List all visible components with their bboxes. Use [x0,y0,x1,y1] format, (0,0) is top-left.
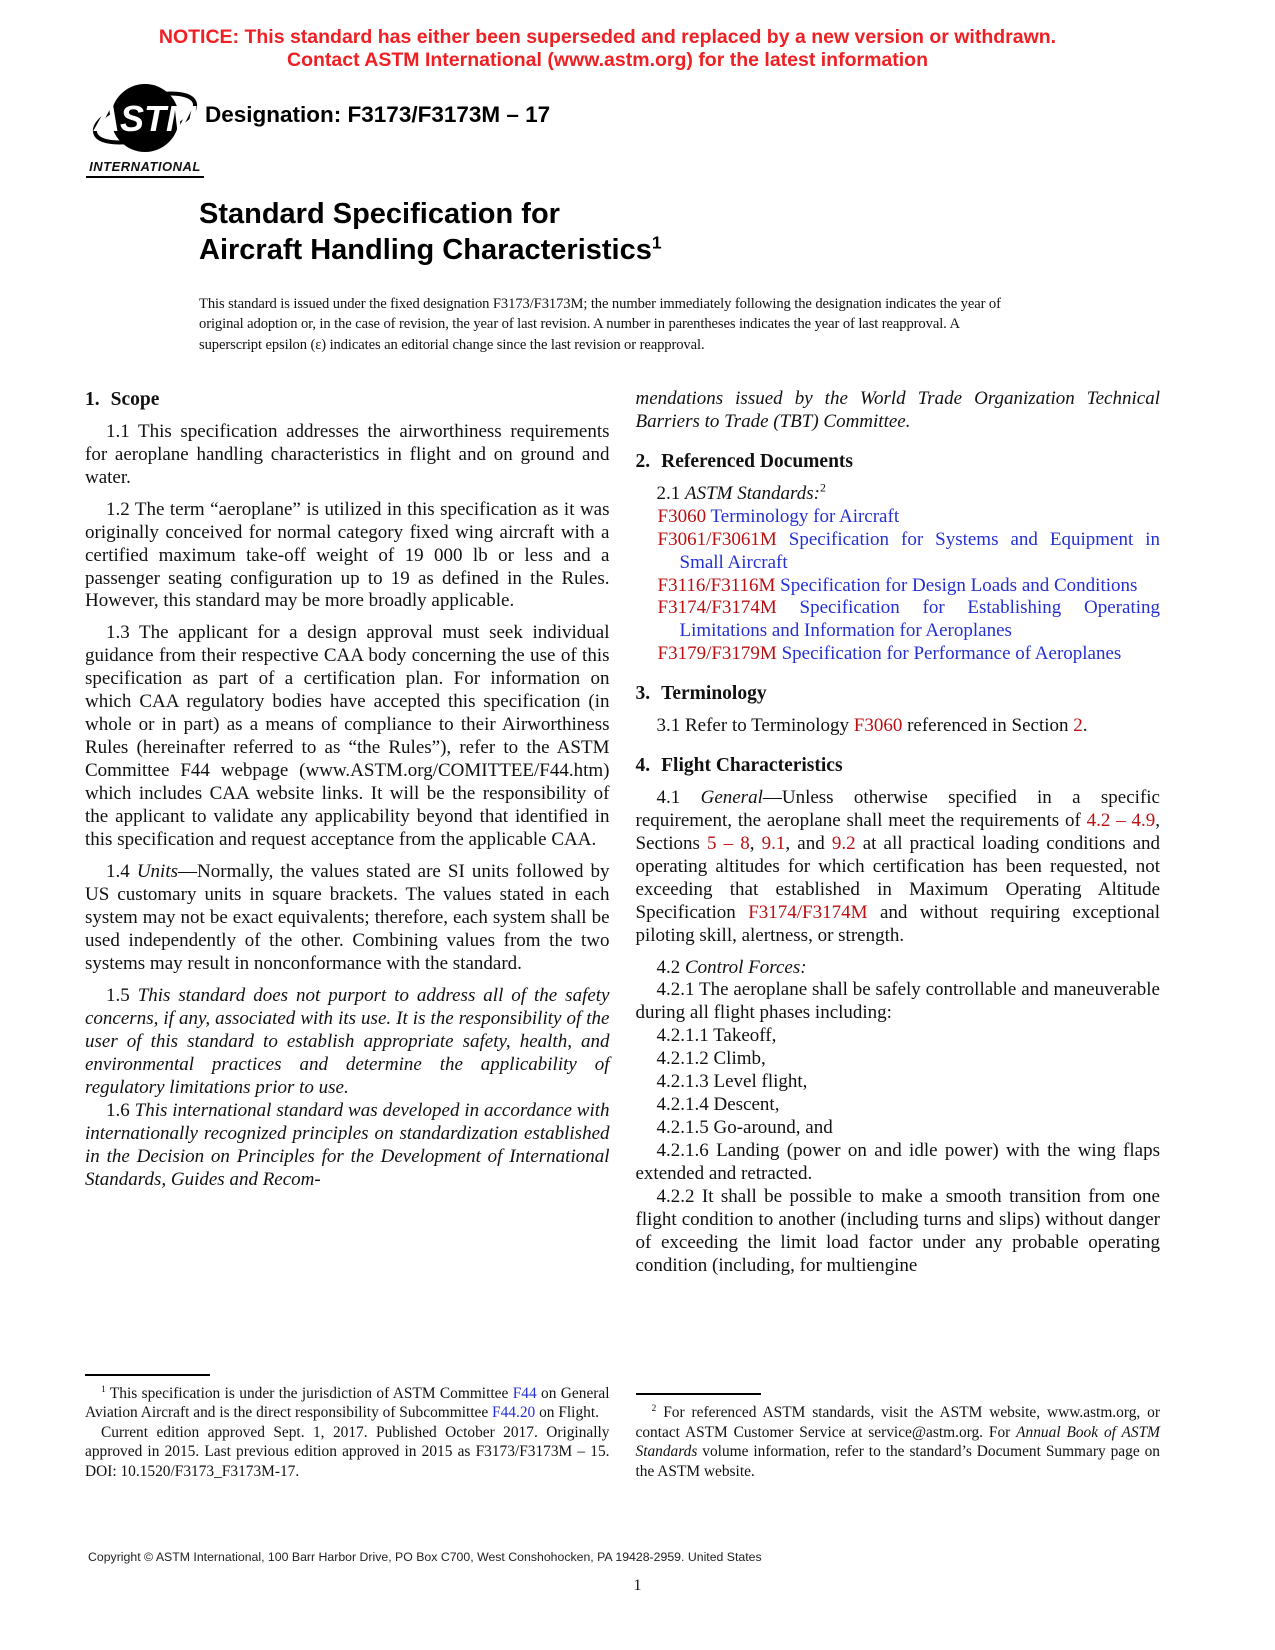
footnote-2 [636,1393,1161,1481]
paragraph [636,715,1161,738]
text-run: Annual Book of ASTM Standards [635,1423,1160,1461]
doc-link[interactable]: Specification for Systems and Equipment in Small Aircraft [679,528,1160,573]
section-title: Referenced Documents [661,450,854,472]
doc-link[interactable]: Specification for Establishing Operating Limitations and Information for Aeroplanes [679,597,1160,642]
text-run: —Unless otherwise specified in a specific requirement, the aeroplane shall meet the requirements of [635,786,1160,831]
notice-line-2: Contact ASTM International (www.astm.org) for the latest information [287,49,928,72]
text-run: 1.4 [106,861,137,883]
text-run: 2.1 [656,482,685,504]
footnote-1-content [85,1384,610,1481]
paragraph [636,1186,1161,1278]
footnote-rule [85,1374,210,1376]
text-run: on Flight. [535,1404,599,1422]
doc-link[interactable]: Specification for Performance of Aeroplanes [776,643,1122,665]
designation-label: Designation: [205,102,342,127]
right-column-content [636,388,1161,1278]
text-run: Current edition approved Sept. 1, 2017. Published October 2017. Originally approved in 2015. Last previous edition approved in 2015 as F3173/F3173M – 15. DOI: 10.1520/F3173_F3173M-17. [85,1423,610,1480]
text-run: 4.2.1.2 Climb, [656,1048,766,1070]
designation [205,102,550,128]
text-run: —Normally, the values stated are SI units followed by US customary units in square brackets. The values stated in each system may not be exact equivalents; therefore, each system shall be used independently of the other. Combining values from the two systems may result in nonconformance with the standard. [85,861,610,975]
text-run: , and [785,832,832,854]
doc-link[interactable]: F3174/F3174M [748,901,868,923]
paragraph [85,499,610,614]
paragraph [636,1071,1161,1094]
section-title: Scope [110,389,160,410]
page-title [199,197,1014,269]
right-column [636,388,1161,1481]
text-run: volume information, refer to the standard’s Document Summary page on the ASTM website. [635,1443,1160,1480]
doc-link[interactable]: F3174/F3174M [657,597,777,619]
text-run: 4.2.1.5 Go-around, and [656,1117,833,1139]
paragraph [85,622,610,852]
text-run: at all practical loading conditions and operating altitudes for which certification has been requested, not exceeding that established in Maximum Operating Altitude Specification [635,832,1161,923]
paragraph [85,1100,610,1192]
text-run: Control Forces: [685,956,807,978]
section-number: 3. [635,683,651,705]
doc-link[interactable]: 9.1 [761,832,786,854]
paragraph [636,957,1161,980]
svg-text:ASTM: ASTM [94,98,196,139]
text-run: 4.2.1.1 Takeoff, [656,1025,777,1047]
doc-link[interactable]: 9.2 [831,832,856,854]
reference-item [636,597,1161,643]
section-number: 4. [635,755,651,777]
text-run: . [1082,715,1088,737]
paragraph [636,1403,1161,1481]
doc-link[interactable]: F3179/F3179M [657,643,777,665]
reference-item [636,506,1161,529]
superscript: 2 [819,481,826,495]
paragraph [636,1048,1161,1071]
doc-link[interactable]: F3060 [853,715,903,737]
superscript: 1 [101,1383,106,1395]
section-heading [85,388,610,412]
text-run: This specification is under the jurisdiction of ASTM Committee [105,1384,513,1402]
page-number: 1 [633,1577,642,1594]
text-run: 4.2.1.4 Descent, [656,1094,780,1116]
copyright-line: Copyright © ASTM International, 100 Barr Harbor Drive, PO Box C700, West Conshohocken, PA 19428-2959. United States [88,1550,762,1564]
reference-item [636,643,1161,666]
section-heading [636,450,1161,474]
text-run: on General Aviation Aircraft and is the direct responsibility of Subcommittee [85,1384,610,1422]
doc-link[interactable]: F3061/F3061M [657,528,777,550]
text-run: ASTM Standards: [685,482,820,504]
text-run: 1.5 [106,985,138,1007]
text-run: 4.2.2 It shall be possible to make a smooth transition from one flight condition to another (including turns and slips) without danger of exceeding the limit load factor under any probable operating condition (including, for multiengine [635,1186,1160,1277]
text-run: 4.2.1 The aeroplane shall be safely controllable and maneuverable during all flight phases including: [635,979,1160,1024]
superscript: 2 [651,1403,657,1415]
title-block [199,197,1014,355]
doc-link[interactable]: F3060 [657,505,707,527]
doc-link[interactable]: Terminology for Aircraft [706,505,900,527]
doc-link[interactable]: F44.20 [492,1404,536,1422]
paragraph [85,421,610,490]
doc-link[interactable]: F3116/F3116M [657,574,776,596]
text-run: mendations issued by the World Trade Organization Technical Barriers to Trade (TBT) Committee. [635,388,1160,432]
designation-code: F3173/F3173M – 17 [347,102,551,127]
issuance-note: This standard is issued under the fixed designation F3173/F3173M; the number immediately following the designation indicates the year of original adoption or, in the case of revision, the year of last revision. A number in parentheses indicates the year of last reapproval. A superscript epsilon (ε) indicates an editorial change since the last revision or reapproval. [199,295,1001,353]
text-run: This standard does not purport to address all of the safety concerns, if any, associated with its use. It is the responsibility of the user of this standard to establish appropriate safety, health, and environmental practices and determine the applicability of regulatory limitations prior to use. [85,985,610,1099]
text-run: 1.3 The applicant for a design approval must seek individual guidance from their respective CAA body concerning the use of this specification as part of a certification plan. For information on which CAA regulatory bodies have accepted this specification (in whole or in part) as a means of compliance to their Airworthiness Rules (hereinafter referred to as “the Rules”), refer to the ASTM Committee F44 webpage (www.ASTM.org/COMITTEE/F44.htm) which includes CAA website links. It will be the responsibility of the applicant to validate any applicability beyond that identified in this specification and request acceptance from the applicable CAA. [85,622,610,851]
left-column-content [85,388,610,1192]
title-line-2: Aircraft Handling Characteristics [199,233,652,266]
paragraph [85,861,610,976]
text-run: General [700,786,763,808]
doc-link[interactable]: F44 [512,1384,537,1402]
text-run: , [749,832,762,854]
astm-logo-subtitle: INTERNATIONAL [86,159,204,178]
paragraph [636,1025,1161,1048]
left-column [85,388,610,1481]
text-run: 3.1 Refer to Terminology [656,715,854,737]
text-run: 4.1 [656,786,701,808]
astm-logo [86,80,204,178]
reference-item [636,575,1161,598]
body-columns [85,388,1160,1481]
reference-item [636,529,1161,575]
title-footnote-ref: 1 [651,232,662,253]
footnote-1 [85,1374,610,1481]
doc-link[interactable]: 2 [1073,715,1083,737]
paragraph [85,985,610,1100]
paragraph [85,1384,610,1423]
section-number: 2. [635,450,651,472]
astm-globe-icon [90,80,200,156]
text-run: 4.2.1.6 Landing (power on and idle power) with the wing flaps extended and retracted. [635,1140,1160,1185]
text-run: 1.1 This specification addresses the airworthiness requirements for aeroplane handling characteristics in flight and on ground and water. [85,420,610,488]
footnote-rule [636,1393,761,1395]
text-run: 1.2 The term “aeroplane” is utilized in this specification as it was originally conceived for normal category fixed wing aircraft with a certified maximum take-off weight of 19 000 lb or less and a passenger seating configuration up to 19 as defined in the Rules. However, this standard may be more broadly applicable. [85,498,610,612]
supersession-notice [0,26,1215,73]
text-run: 4.2 [656,956,685,978]
text-run: This international standard was developed in accordance with internationally recognized principles on standardization established in the Decision on Principles for the Development of International Standards, Guides and Recom- [85,1100,610,1191]
notice-line-1: NOTICE: This standard has either been superseded and replaced by a new version or withdrawn. [158,26,1057,48]
section-number: 1. [85,389,100,410]
paragraph [636,979,1161,1025]
text-run: , Sections [635,809,1160,854]
text-run: For referenced ASTM standards, visit the ASTM website, www.astm.org, or contact ASTM Customer Service at service@astm.org. For [635,1404,1160,1441]
text-run: and without requiring exceptional piloting skill, alertness, or strength. [635,901,1160,946]
paragraph [636,388,1161,434]
text-run: 1.6 [106,1100,135,1122]
paragraph [85,1423,610,1481]
section-title: Flight Characteristics [661,755,843,777]
title-line-1: Standard Specification for [199,198,560,230]
paragraph [636,787,1161,948]
text-run: Units [136,861,179,883]
footnote-2-content [636,1403,1161,1481]
text-run: referenced in Section [902,715,1074,737]
paragraph [636,1140,1161,1186]
paragraph [636,483,1161,506]
doc-link[interactable]: Specification for Design Loads and Conditions [775,574,1138,596]
section-title: Terminology [661,683,767,705]
text-run: 4.2.1.3 Level flight, [656,1071,808,1093]
paragraph [636,1117,1161,1140]
doc-link[interactable]: 4.2 – 4.9 [1086,809,1156,831]
doc-link[interactable]: 5 – 8 [707,832,750,854]
section-heading [636,682,1161,706]
section-heading [636,754,1161,778]
paragraph [636,1094,1161,1117]
